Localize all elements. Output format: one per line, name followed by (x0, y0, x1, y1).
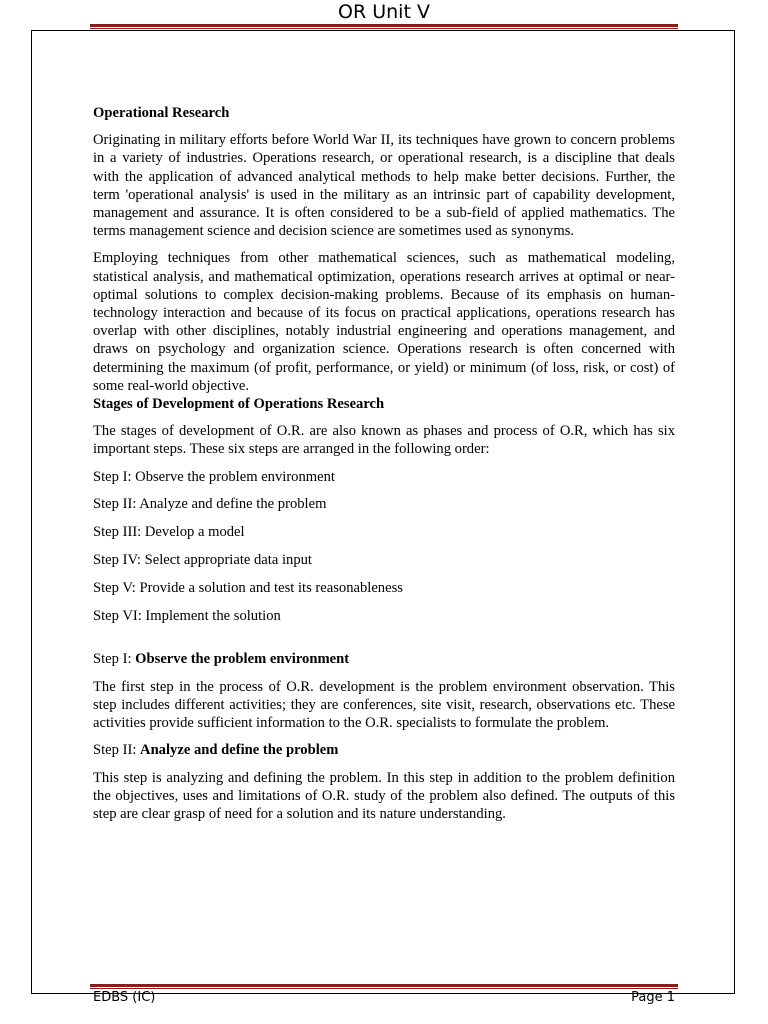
page-number: Page 1 (631, 990, 675, 1005)
header-rule (90, 24, 678, 29)
header-rule-thick (90, 24, 678, 27)
step1-prefix: Step I: (93, 650, 136, 667)
step-list-item: Step I: Observe the problem environment (93, 468, 335, 485)
document-body (93, 104, 675, 833)
footer-rule-thick (90, 984, 678, 987)
step-list-item: Step V: Provide a solution and test its reasonableness (93, 579, 403, 596)
step1-paragraph: The first step in the process of O.R. development is the problem environment observation. This step includes different activities; they are conferences, site visit, research, observations etc. These activities provide sufficient information to the O.R. specialists to formulate the problem. (93, 678, 675, 732)
step1-title: Observe the problem environment (135, 650, 350, 667)
footer-rule (90, 984, 678, 989)
footer-label: EDBS (IC) (93, 990, 156, 1005)
step-list-item: Step IV: Select appropriate data input (93, 552, 312, 569)
header-rule-thin (90, 28, 678, 29)
section-heading-operational-research: Operational Research (93, 105, 230, 121)
intro-paragraph-1: Originating in military efforts before World War II, its techniques have grown to concern problems in a variety of industries. Operations research, or operational research, is a discipline that deals with the application of advanced analytical methods to help make better decisions. Further, the term 'operational analysis' is used in the military as an intrinsic part of capability development, management and assurance. It is often considered to be a sub-field of applied mathematics. The terms management science and decision science are sometimes used as synonyms. (93, 132, 675, 240)
section-heading-stages: Stages of Development of Operations Research (93, 396, 385, 413)
step2-paragraph: This step is analyzing and defining the problem. In this step in addition to the problem definition the objectives, uses and limitations of O.R. study of the problem also defined. The outputs of this step are clear grasp of need for a solution and its nature understanding. (93, 770, 675, 823)
footer-rule-thin (90, 988, 678, 989)
stages-paragraph: The stages of development of O.R. are also known as phases and process of O.R, which has six important steps. These six steps are arranged in the following order: (93, 423, 675, 458)
step1-heading (93, 650, 675, 668)
step2-prefix: Step II: (93, 742, 141, 759)
step-list-item: Step III: Develop a model (93, 524, 245, 541)
step-list-item: Step II: Analyze and define the problem (93, 496, 327, 513)
step-list-item: Step VI: Implement the solution (93, 607, 281, 624)
step2-heading (93, 741, 675, 759)
step2-title: Analyze and define the problem (140, 742, 339, 759)
page-header-title: OR Unit V (338, 1, 430, 23)
intro-paragraph-2: Employing techniques from other mathematical sciences, such as mathematical modeling, statistical analysis, and mathematical optimization, operations research arrives at optimal or near-optimal solutions to complex decision-making problems. Because of its emphasis on human-technology interaction and because of its focus on practical applications, operations research has overlap with other disciplines, notably industrial engineering and operations management, and draws on psychology and organization science. Operations research is often concerned with determining the maximum (of profit, performance, or yield) or minimum (of loss, risk, or cost) of some real-world objective. (93, 250, 675, 394)
